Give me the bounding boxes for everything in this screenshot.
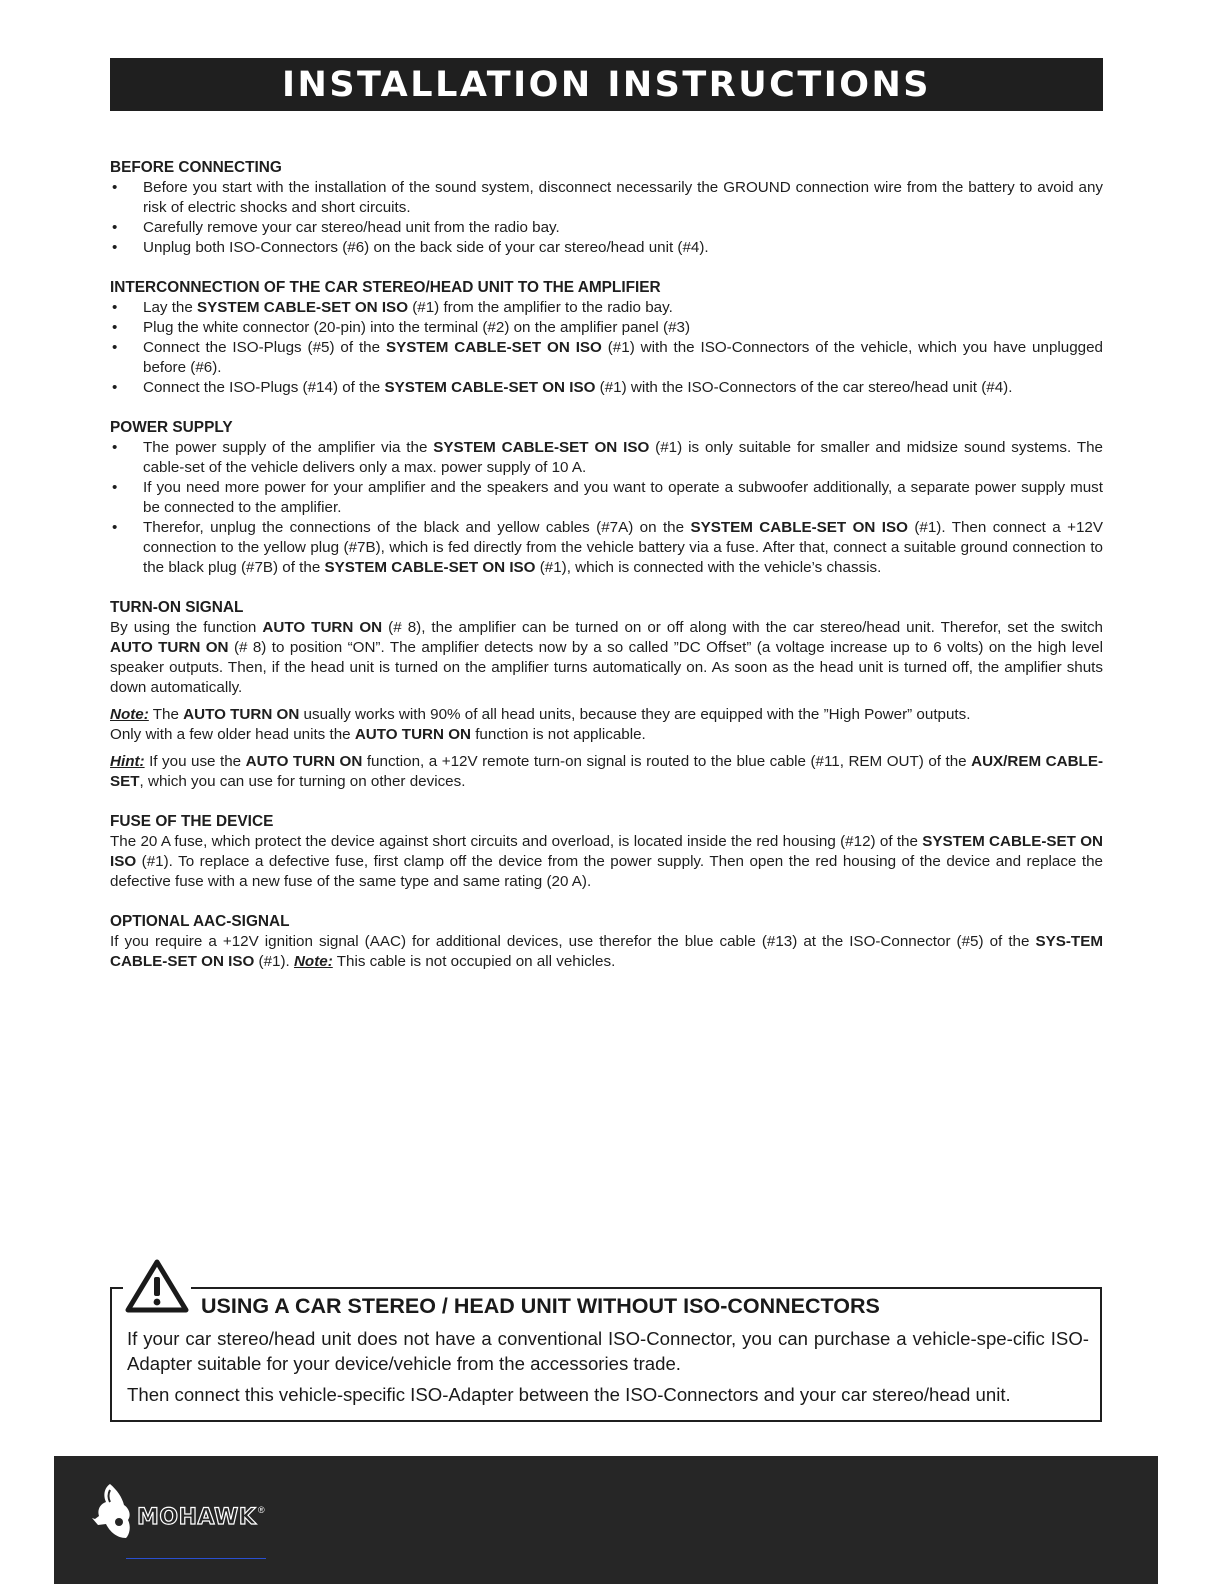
list-item: • Before you start with the installation of the sound system, disconnect necessarily the GROUND connection wire from the battery to avoid any risk of electric shocks and short circuits. (110, 178, 1103, 218)
paragraph: If you require a +12V ignition signal (AAC) for additional devices, use therefor the blue cable (#13) at the ISO-Connector (#5) of the SYS-TEM CABLE-SET ON ISO (#1). Note: This cable is not occupied on all vehicles. (110, 933, 1103, 970)
warning-icon (123, 1256, 191, 1316)
list-item: • Connect the ISO-Plugs (#5) of the SYSTEM CABLE-SET ON ISO (#1) with the ISO-Connectors of the vehicle, which you have unplugged before (#6). (110, 338, 1103, 378)
bullet-list (110, 438, 1103, 578)
list-item: • If you need more power for your amplifier and the speakers and you want to operate a subwoofer additionally, a separate power supply must be connected to the amplifier. (110, 478, 1103, 518)
note-paragraph: Note: The AUTO TURN ON usually works with 90% of all head units, because they are equipped with the ”High Power” outputs. Only with a few older head units the AUTO TURN ON function is not applicable. (110, 706, 971, 743)
list-item: • Therefor, unplug the connections of the black and yellow cables (#7A) on the SYSTEM CABLE-SET ON ISO (#1). Then connect a +12V connection to the yellow plug (#7B), which is fed directly from the vehicle battery via a fuse. After that, connect a suitable ground connection to the black plug (#7B) of the SYSTEM CABLE-SET ON ISO (#1), which is connected with the vehicle’s chassis. (110, 518, 1103, 578)
bullet-list (110, 298, 1103, 398)
footer-link-underline[interactable] (126, 1558, 266, 1559)
section-title: INTERCONNECTION OF THE CAR STEREO/HEAD UNIT TO THE AMPLIFIER (110, 279, 661, 296)
section-interconnection (110, 278, 1103, 398)
section-title: POWER SUPPLY (110, 419, 233, 436)
list-item: • Carefully remove your car stereo/head unit from the radio bay. (110, 218, 1103, 238)
section-aac-signal (110, 912, 1103, 972)
list-item: • The power supply of the amplifier via the SYSTEM CABLE-SET ON ISO (#1) is only suitable for smaller and midsize sound systems. The cable-set of the vehicle delivers only a max. power supply of 10 A. (110, 438, 1103, 478)
bullet-list (110, 178, 1103, 258)
warning-paragraph: If your car stereo/head unit does not have a conventional ISO-Connector, you can purchase a vehicle-spe-cific ISO-Adapter suitable for your device/vehicle from the accessories trade. (127, 1328, 1089, 1374)
section-fuse (110, 812, 1103, 892)
paragraph: By using the function AUTO TURN ON (# 8), the amplifier can be turned on or off along with the car stereo/head unit. Therefor, set the switch AUTO TURN ON (# 8) to position “ON”. The amplifier detects now by a so called ”DC Offset” (a voltage increase up to 6 volts) on the high level speaker outputs. Then, if the head unit is turned on the amplifier turns automatically on. As soon as the head unit is turned off, the amplifier shuts down automatically. (110, 619, 1104, 696)
warning-text (127, 1326, 1089, 1407)
hint-paragraph: Hint: If you use the AUTO TURN ON function, a +12V remote turn-on signal is routed to the blue cable (#11, REM OUT) of the AUX/REM CABLE-SET, which you can use for turning on other devices. (110, 753, 1104, 790)
section-power-supply (110, 418, 1103, 578)
page-title: INSTALLATION INSTRUCTIONS (110, 58, 1103, 111)
list-item: • Lay the SYSTEM CABLE-SET ON ISO (#1) from the amplifier to the radio bay. (110, 298, 1103, 318)
section-title: FUSE OF THE DEVICE (110, 813, 274, 830)
section-turn-on-signal (110, 598, 1103, 792)
warning-paragraph: Then connect this vehicle-specific ISO-Adapter between the ISO-Connectors and your car stereo/head unit. (127, 1384, 1011, 1405)
brand-logo-text: MOHAWK (137, 1505, 257, 1530)
registered-mark: ® (258, 1505, 265, 1515)
instructions-body (110, 158, 1103, 992)
mohawk-logo-icon (86, 1480, 134, 1544)
paragraph: The 20 A fuse, which protect the device against short circuits and overload, is located inside the red housing (#12) of the SYSTEM CABLE-SET ON ISO (#1). To replace a defective fuse, first clamp off the device from the power supply. Then open the red housing of the device and replace the defective fuse with a new fuse of the same type and same rating (20 A). (110, 833, 1104, 890)
section-title: OPTIONAL AAC-SIGNAL (110, 913, 290, 930)
warning-title: USING A CAR STEREO / HEAD UNIT WITHOUT ISO-CONNECTORS (201, 1294, 880, 1318)
list-item: • Plug the white connector (20-pin) into the terminal (#2) on the amplifier panel (#3) (110, 318, 1103, 338)
section-title: TURN-ON SIGNAL (110, 599, 244, 616)
list-item: • Unplug both ISO-Connectors (#6) on the back side of your car stereo/head unit (#4). (110, 238, 1103, 258)
list-item: • Connect the ISO-Plugs (#14) of the SYSTEM CABLE-SET ON ISO (#1) with the ISO-Connectors of the car stereo/head unit (#4). (110, 378, 1103, 398)
section-before-connecting (110, 158, 1103, 258)
section-title: BEFORE CONNECTING (110, 159, 282, 176)
